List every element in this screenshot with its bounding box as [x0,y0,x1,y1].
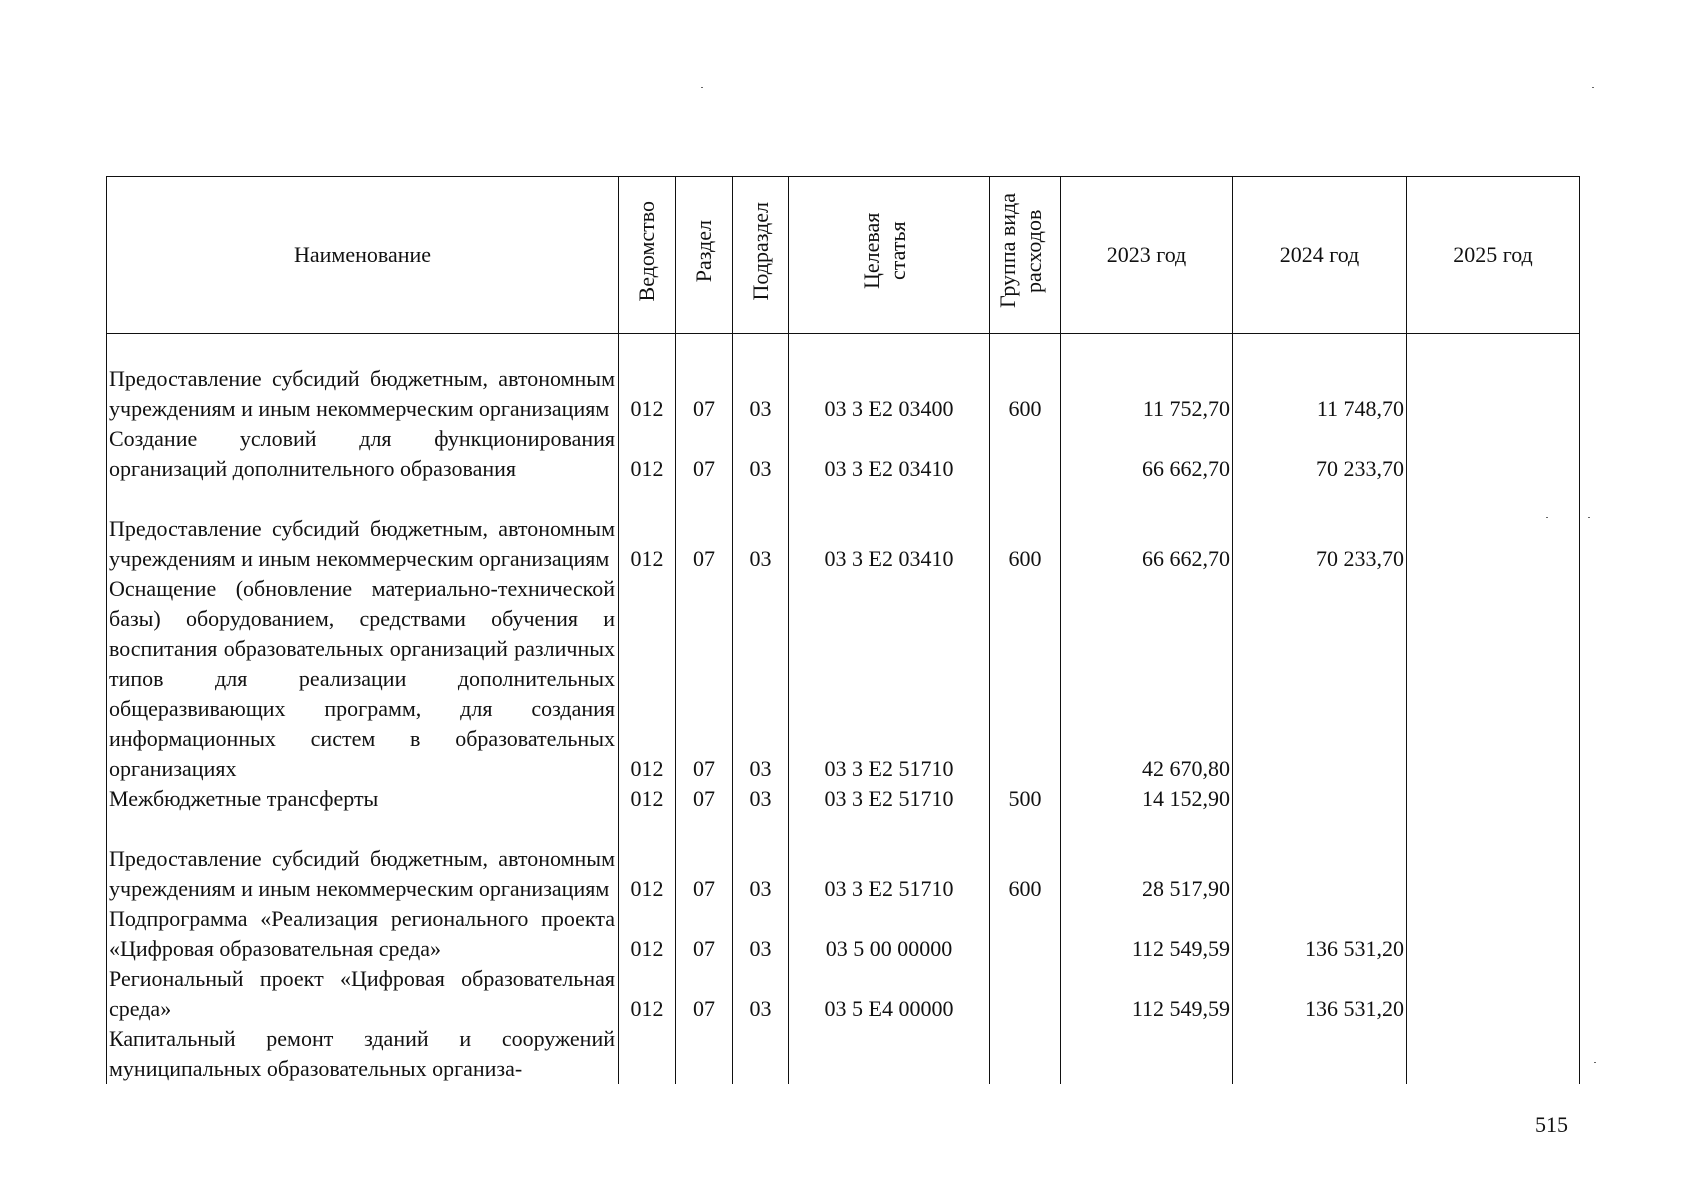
table-row [107,424,1580,484]
row-2024: 136 531,20 [1233,904,1407,964]
row-subsection: 03 [733,334,789,424]
table-row [107,964,1580,1024]
row-group: 600 [990,334,1061,424]
row-2023 [1061,1024,1233,1084]
row-group [990,424,1061,484]
row-2023: 112 549,59 [1061,904,1233,964]
row-subsection: 03 [733,904,789,964]
row-2024 [1233,814,1407,904]
row-2024: 11 748,70 [1233,334,1407,424]
row-2023: 14 152,90 [1061,784,1233,814]
row-dept [619,1024,676,1084]
row-2024 [1233,574,1407,784]
row-target: 03 3 Е2 03400 [789,334,990,424]
table-row [107,334,1580,424]
row-2024 [1233,1024,1407,1084]
page-number: 515 [1535,1112,1568,1137]
row-target [789,1024,990,1084]
header-2025: 2025 год [1407,177,1580,334]
row-2024: 70 233,70 [1233,424,1407,484]
row-dept: 012 [619,784,676,814]
row-target: 03 5 00 00000 [789,904,990,964]
row-target: 03 5 Е4 00000 [789,964,990,1024]
row-2023: 112 549,59 [1061,964,1233,1024]
row-2024 [1233,784,1407,814]
table-row [107,574,1580,784]
scan-speck [1588,517,1590,518]
row-name: Предоставление субсидий бюджетным, автономным учреждениям и иным некоммерческим организациям [107,814,619,904]
row-group [990,574,1061,784]
row-subsection: 03 [733,964,789,1024]
row-2023: 66 662,70 [1061,484,1233,574]
table-row [107,904,1580,964]
row-name: Капитальный ремонт зданий и сооружений муниципальных образовательных организа- [107,1024,619,1084]
row-target: 03 3 Е2 03410 [789,484,990,574]
header-2023: 2023 год [1061,177,1233,334]
header-section: Раздел [676,177,733,334]
row-group: 600 [990,484,1061,574]
scan-speck [1592,87,1594,88]
row-2023: 42 670,80 [1061,574,1233,784]
row-2024: 70 233,70 [1233,484,1407,574]
table-row [107,1024,1580,1084]
row-subsection: 03 [733,814,789,904]
row-name: Предоставление субсидий бюджетным, автономным учреждениям и иным некоммерческим организациям [107,484,619,574]
header-subsection: Подраздел [733,177,789,334]
table-row [107,814,1580,904]
row-subsection [733,1024,789,1084]
row-dept: 012 [619,334,676,424]
budget-table [106,176,1580,1084]
row-2025 [1407,784,1580,814]
row-dept: 012 [619,964,676,1024]
scan-speck [1594,1062,1596,1063]
row-2023: 11 752,70 [1061,334,1233,424]
row-section: 07 [676,334,733,424]
row-subsection: 03 [733,784,789,814]
row-subsection: 03 [733,424,789,484]
scan-speck [701,87,703,88]
header-2024: 2024 год [1233,177,1407,334]
row-dept: 012 [619,574,676,784]
row-section: 07 [676,484,733,574]
row-2025 [1407,424,1580,484]
row-section: 07 [676,784,733,814]
row-section [676,1024,733,1084]
row-group [990,1024,1061,1084]
row-target: 03 3 Е2 51710 [789,784,990,814]
row-2023: 28 517,90 [1061,814,1233,904]
row-section: 07 [676,964,733,1024]
row-2025 [1407,574,1580,784]
row-name: Оснащение (обновление материально-технической базы) оборудованием, средствами обучения и воспитания образовательных организаций различных типов для реализации дополнительных общеразвивающих программ, для создания информационных систем в образовательных организациях [107,574,619,784]
row-group [990,964,1061,1024]
row-2025 [1407,964,1580,1024]
row-group [990,904,1061,964]
row-2025 [1407,1024,1580,1084]
row-2023: 66 662,70 [1061,424,1233,484]
row-name: Региональный проект «Цифровая образовательная среда» [107,964,619,1024]
header-expense-group: Группа вида расходов [990,177,1061,334]
row-section: 07 [676,814,733,904]
row-subsection: 03 [733,484,789,574]
row-dept: 012 [619,904,676,964]
row-2025 [1407,814,1580,904]
row-group: 500 [990,784,1061,814]
table-header-row [107,177,1580,334]
row-dept: 012 [619,424,676,484]
row-subsection: 03 [733,574,789,784]
row-2024: 136 531,20 [1233,964,1407,1024]
row-section: 07 [676,424,733,484]
header-dept: Ведомство [619,177,676,334]
row-target: 03 3 Е2 51710 [789,814,990,904]
row-2025 [1407,334,1580,424]
header-name: Наименование [107,177,619,334]
row-section: 07 [676,574,733,784]
row-name: Подпрограмма «Реализация регионального проекта «Цифровая образовательная среда» [107,904,619,964]
table-body [107,334,1580,1084]
row-2025 [1407,904,1580,964]
row-dept: 012 [619,484,676,574]
row-name: Межбюджетные трансферты [107,784,619,814]
row-name: Предоставление субсидий бюджетным, автономным учреждениям и иным некоммерческим организациям [107,334,619,424]
row-target: 03 3 Е2 03410 [789,424,990,484]
row-2025 [1407,484,1580,574]
header-target: Целевая статья [789,177,990,334]
row-group: 600 [990,814,1061,904]
row-target: 03 3 Е2 51710 [789,574,990,784]
table-row [107,484,1580,574]
row-dept: 012 [619,814,676,904]
table-row [107,784,1580,814]
row-section: 07 [676,904,733,964]
row-name: Создание условий для функционирования организаций дополнительного образования [107,424,619,484]
